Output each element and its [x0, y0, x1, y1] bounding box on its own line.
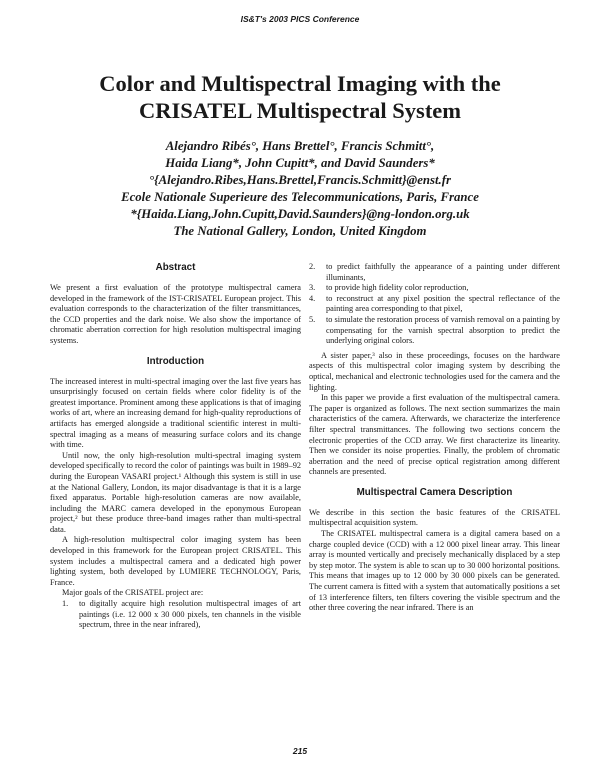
body-paragraph: In this paper we provide a first evaluation of the multispectral camera. The paper is organized as follows. The next section summarizes the main characteristics of the camera. Afterwards, we characterize the interference filter spectral transmittances. The following two sections concern the electronic properties of the CCD array. We first characterize its linearity. Then we consider its noise properties. Finally, the problem of chromatic aberration and the need of precise optical registration among different channels are presented.: [309, 393, 560, 477]
abstract-text: We present a first evaluation of the prototype multispectral camera developed in the framework of the IST-CRISATEL European project. This evaluation corresponds to the characterization of the filter transmittances, the CCD properties and the dark noise. We also show the importance of chromatic aberration correction for high resolution multispectral imaging systems.: [50, 283, 301, 345]
list-item: [309, 283, 560, 294]
list-item-number: 3.: [309, 283, 316, 293]
author-line: Alejandro Ribés°, Hans Brettel°, Francis Schmitt°,: [165, 139, 435, 153]
goals-list-continued: [309, 262, 560, 347]
camera-description-heading: Multispectral Camera Description: [356, 486, 513, 498]
list-item-text: to simulate the restoration process of varnish removal on a painting by compensating for the varnish spectral absorption to predict the underlying original colors.: [326, 314, 560, 346]
paper-title-line-1: Color and Multispectral Imaging with the: [99, 71, 501, 96]
body-paragraph: We describe in this section the basic features of the CRISATEL multispectral acquisition system.: [309, 507, 560, 528]
intro-paragraph: A high-resolution multispectral color imaging system has been developed in this framework for the European project CRISATEL. This system includes a multispectral camera and a dedicated high power lighting system, both developed by LUMIERE TECHNOLOGY, Paris, France.: [50, 535, 301, 587]
running-header: IS&T's 2003 PICS Conference: [240, 14, 360, 24]
list-item: [309, 294, 560, 315]
list-item-number: 5.: [309, 314, 316, 324]
intro-paragraph: Major goals of the CRISATEL project are:: [62, 588, 204, 598]
list-item-number: 4.: [309, 293, 316, 303]
goals-list: [62, 599, 301, 631]
left-column: [50, 262, 301, 631]
author-email-line: °{Alejandro.Ribes,Hans.Brettel,Francis.Schmitt}@enst.fr: [149, 173, 451, 187]
list-item: [309, 262, 560, 283]
intro-paragraph: The increased interest in multi-spectral imaging over the last five years has unsurprisingly focused on certain fields where color fidelity is of the greatest importance. Prominent among these applications is that of imaging works of art, where an increasing demand for high-quality reproductions of artifacts has emerged alongside a traditional scientific interest in multi-spectral imaging as a means of measuring surface colors and its change with time.: [50, 376, 301, 450]
author-line: Haida Liang*, John Cupitt*, and David Saunders*: [165, 156, 435, 170]
author-block: [40, 138, 560, 240]
list-item-text: to provide high fidelity color reproduction,: [326, 283, 469, 293]
paper-title-line-2: CRISATEL Multispectral System: [138, 98, 462, 123]
body-paragraph: The CRISATEL multispectral camera is a digital camera based on a charge coupled device (CCD) with a 12 000 pixel linear array. This linear array is mounted vertically and precisely mechanically displaced by a step by step motor. The system is able to scan up to 30 000 horizontal positions. This means that images up to 12 000 by 30 000 pixels can be generated. The current camera is fitted with a system that automatically positions a set of 13 interference filters, ten filters covering the visible spectrum and the other three covering the near infrared. There is an: [309, 529, 560, 613]
paper-title: [40, 70, 560, 124]
list-item-text: to predict faithfully the appearance of a painting under different illuminants,: [326, 262, 560, 282]
body-paragraph: A sister paper,³ also in these proceedings, focuses on the hardware aspects of this multispectral color imaging system by describing the optical, mechanical and electronic technologies used for the camera and the lighting.: [309, 350, 560, 392]
list-item-number: 2.: [309, 262, 316, 271]
list-item-text: to reconstruct at any pixel position the spectral reflectance of the painting area corresponding to that pixel,: [326, 293, 560, 314]
intro-paragraph: Until now, the only high-resolution multi-spectral imaging system developed specifically to record the color of paintings was built in 1989–92 during the European VASARI project.¹ Although this system is still in use at the National Gallery, London, its major disadvantage is that it is a large fixed apparatus. Portable high-resolution cameras are now available, including the MARC camera developed in the eponymous European project,² but these produce three-band images rather than multi-spectral data.: [50, 450, 301, 534]
list-item: [62, 599, 301, 631]
affiliation-line: The National Gallery, London, United Kingdom: [173, 224, 427, 238]
introduction-heading: Introduction: [146, 355, 205, 367]
author-email-line: *{Haida.Liang,John.Cupitt,David.Saunders}@ng-london.org.uk: [130, 207, 470, 221]
list-item: [309, 315, 560, 347]
list-item-number: 1.: [62, 599, 69, 609]
abstract-heading: Abstract: [155, 262, 196, 273]
list-item-text: to digitally acquire high resolution multispectral images of art paintings (i.e. 12 000 x 30 000 pixels, ten channels in the visible spectrum, three in the near infrared),: [79, 599, 301, 630]
page-number: 215: [292, 746, 308, 756]
affiliation-line: Ecole Nationale Superieure des Telecommunications, Paris, France: [121, 190, 479, 204]
right-column: [309, 262, 560, 614]
